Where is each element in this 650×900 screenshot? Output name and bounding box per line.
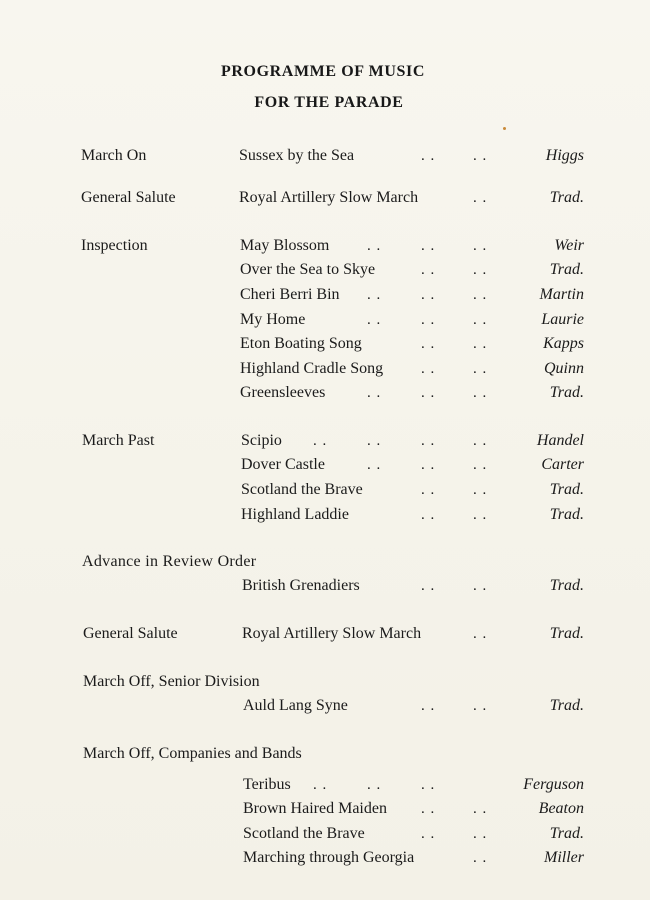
dot-leader: . . [367,385,382,401]
dot-leader: . . [473,482,488,498]
dot-leader: . . [421,801,436,817]
dot-leader: . . [421,361,436,377]
section-label: Inspection [81,237,148,254]
section-label: General Salute [81,189,176,206]
dot-leader: . . [421,433,436,449]
programme-title: PROGRAMME OF MUSIC [221,63,425,80]
composer: Higgs [545,147,584,164]
dot-leader: . . [473,457,488,473]
section-label: March Off, Senior Division [83,673,260,690]
dot-leader: . . [421,262,436,278]
tune-title: Dover Castle [241,456,325,473]
dot-leader: . . [313,433,328,449]
dot-leader: . . [473,336,488,352]
tune-title: Sussex by the Sea [239,147,355,164]
dot-leader: . . [421,777,436,793]
dot-leader: . . [421,457,436,473]
tune-title: British Grenadiers [242,577,360,594]
composer: Trad. [549,697,584,714]
dot-leader: . . [367,312,382,328]
tune-title: Marching through Georgia [243,849,415,866]
tune-title: Scotland the Brave [243,825,365,842]
composer: Trad. [549,825,584,842]
section-label: General Salute [83,625,178,642]
composer: Miller [544,849,584,866]
tune-title: Highland Cradle Song [240,360,384,377]
dot-leader: . . [473,262,488,278]
dot-leader: . . [367,287,382,303]
tune-title: Royal Artillery Slow March [242,625,422,642]
dot-leader: . . [473,826,488,842]
tune-title: Auld Lang Syne [243,697,348,714]
tune-title: Eton Boating Song [240,335,362,352]
composer: Trad. [549,384,584,401]
dot-leader: . . [421,507,436,523]
dot-leader: . . [421,482,436,498]
dot-leader: . . [473,626,488,642]
tune-title: Over the Sea to Skye [240,261,376,278]
composer: Laurie [541,311,584,328]
dot-leader: . . [473,507,488,523]
programme-subtitle: FOR THE PARADE [254,94,404,111]
composer: Trad. [549,189,584,206]
dot-leader: . . [421,578,436,594]
section-label: Advance in Review Order [82,553,257,570]
composer: Trad. [549,261,584,278]
dot-leader: . . [473,698,488,714]
dot-leader: . . [421,287,436,303]
dot-leader: . . [473,578,488,594]
composer: Martin [539,286,584,303]
tune-title: Scotland the Brave [241,481,363,498]
tune-title: May Blossom [240,237,330,254]
dot-leader: . . [367,777,382,793]
dot-leader: . . [473,312,488,328]
dot-leader: . . [473,361,488,377]
dot-leader: . . [367,433,382,449]
dot-leader: . . [421,385,436,401]
composer: Trad. [549,625,584,642]
composer: Ferguson [523,776,584,793]
composer: Weir [554,237,584,254]
composer: Carter [541,456,584,473]
dot-leader: . . [367,457,382,473]
dot-leader: . . [473,287,488,303]
dot-leader: . . [473,190,488,206]
dot-leader: . . [421,336,436,352]
dot-leader: . . [367,238,382,254]
dot-leader: . . [421,238,436,254]
composer: Beaton [538,800,584,817]
composer: Handel [536,432,584,449]
tune-title: Greensleeves [240,384,326,401]
composer: Quinn [544,360,584,377]
dot-leader: . . [473,850,488,866]
dot-leader: . . [473,433,488,449]
paper-speck [503,127,506,130]
composer: Kapps [543,335,584,352]
tune-title: Teribus [243,776,291,793]
tune-title: Brown Haired Maiden [243,800,387,817]
dot-leader: . . [473,238,488,254]
tune-title: Scipio [241,432,282,449]
section-label: March On [81,147,147,164]
dot-leader: . . [421,826,436,842]
composer: Trad. [549,506,584,523]
dot-leader: . . [473,148,488,164]
section-label: March Off, Companies and Bands [83,745,302,762]
tune-title: My Home [240,311,306,328]
tune-title: Royal Artillery Slow March [239,189,419,206]
dot-leader: . . [473,385,488,401]
section-label: March Past [82,432,155,449]
dot-leader: . . [421,698,436,714]
tune-title: Highland Laddie [241,506,349,523]
dot-leader: . . [421,312,436,328]
composer: Trad. [549,577,584,594]
tune-title: Cheri Berri Bin [240,286,340,303]
dot-leader: . . [473,801,488,817]
dot-leader: . . [421,148,436,164]
composer: Trad. [549,481,584,498]
dot-leader: . . [313,777,328,793]
